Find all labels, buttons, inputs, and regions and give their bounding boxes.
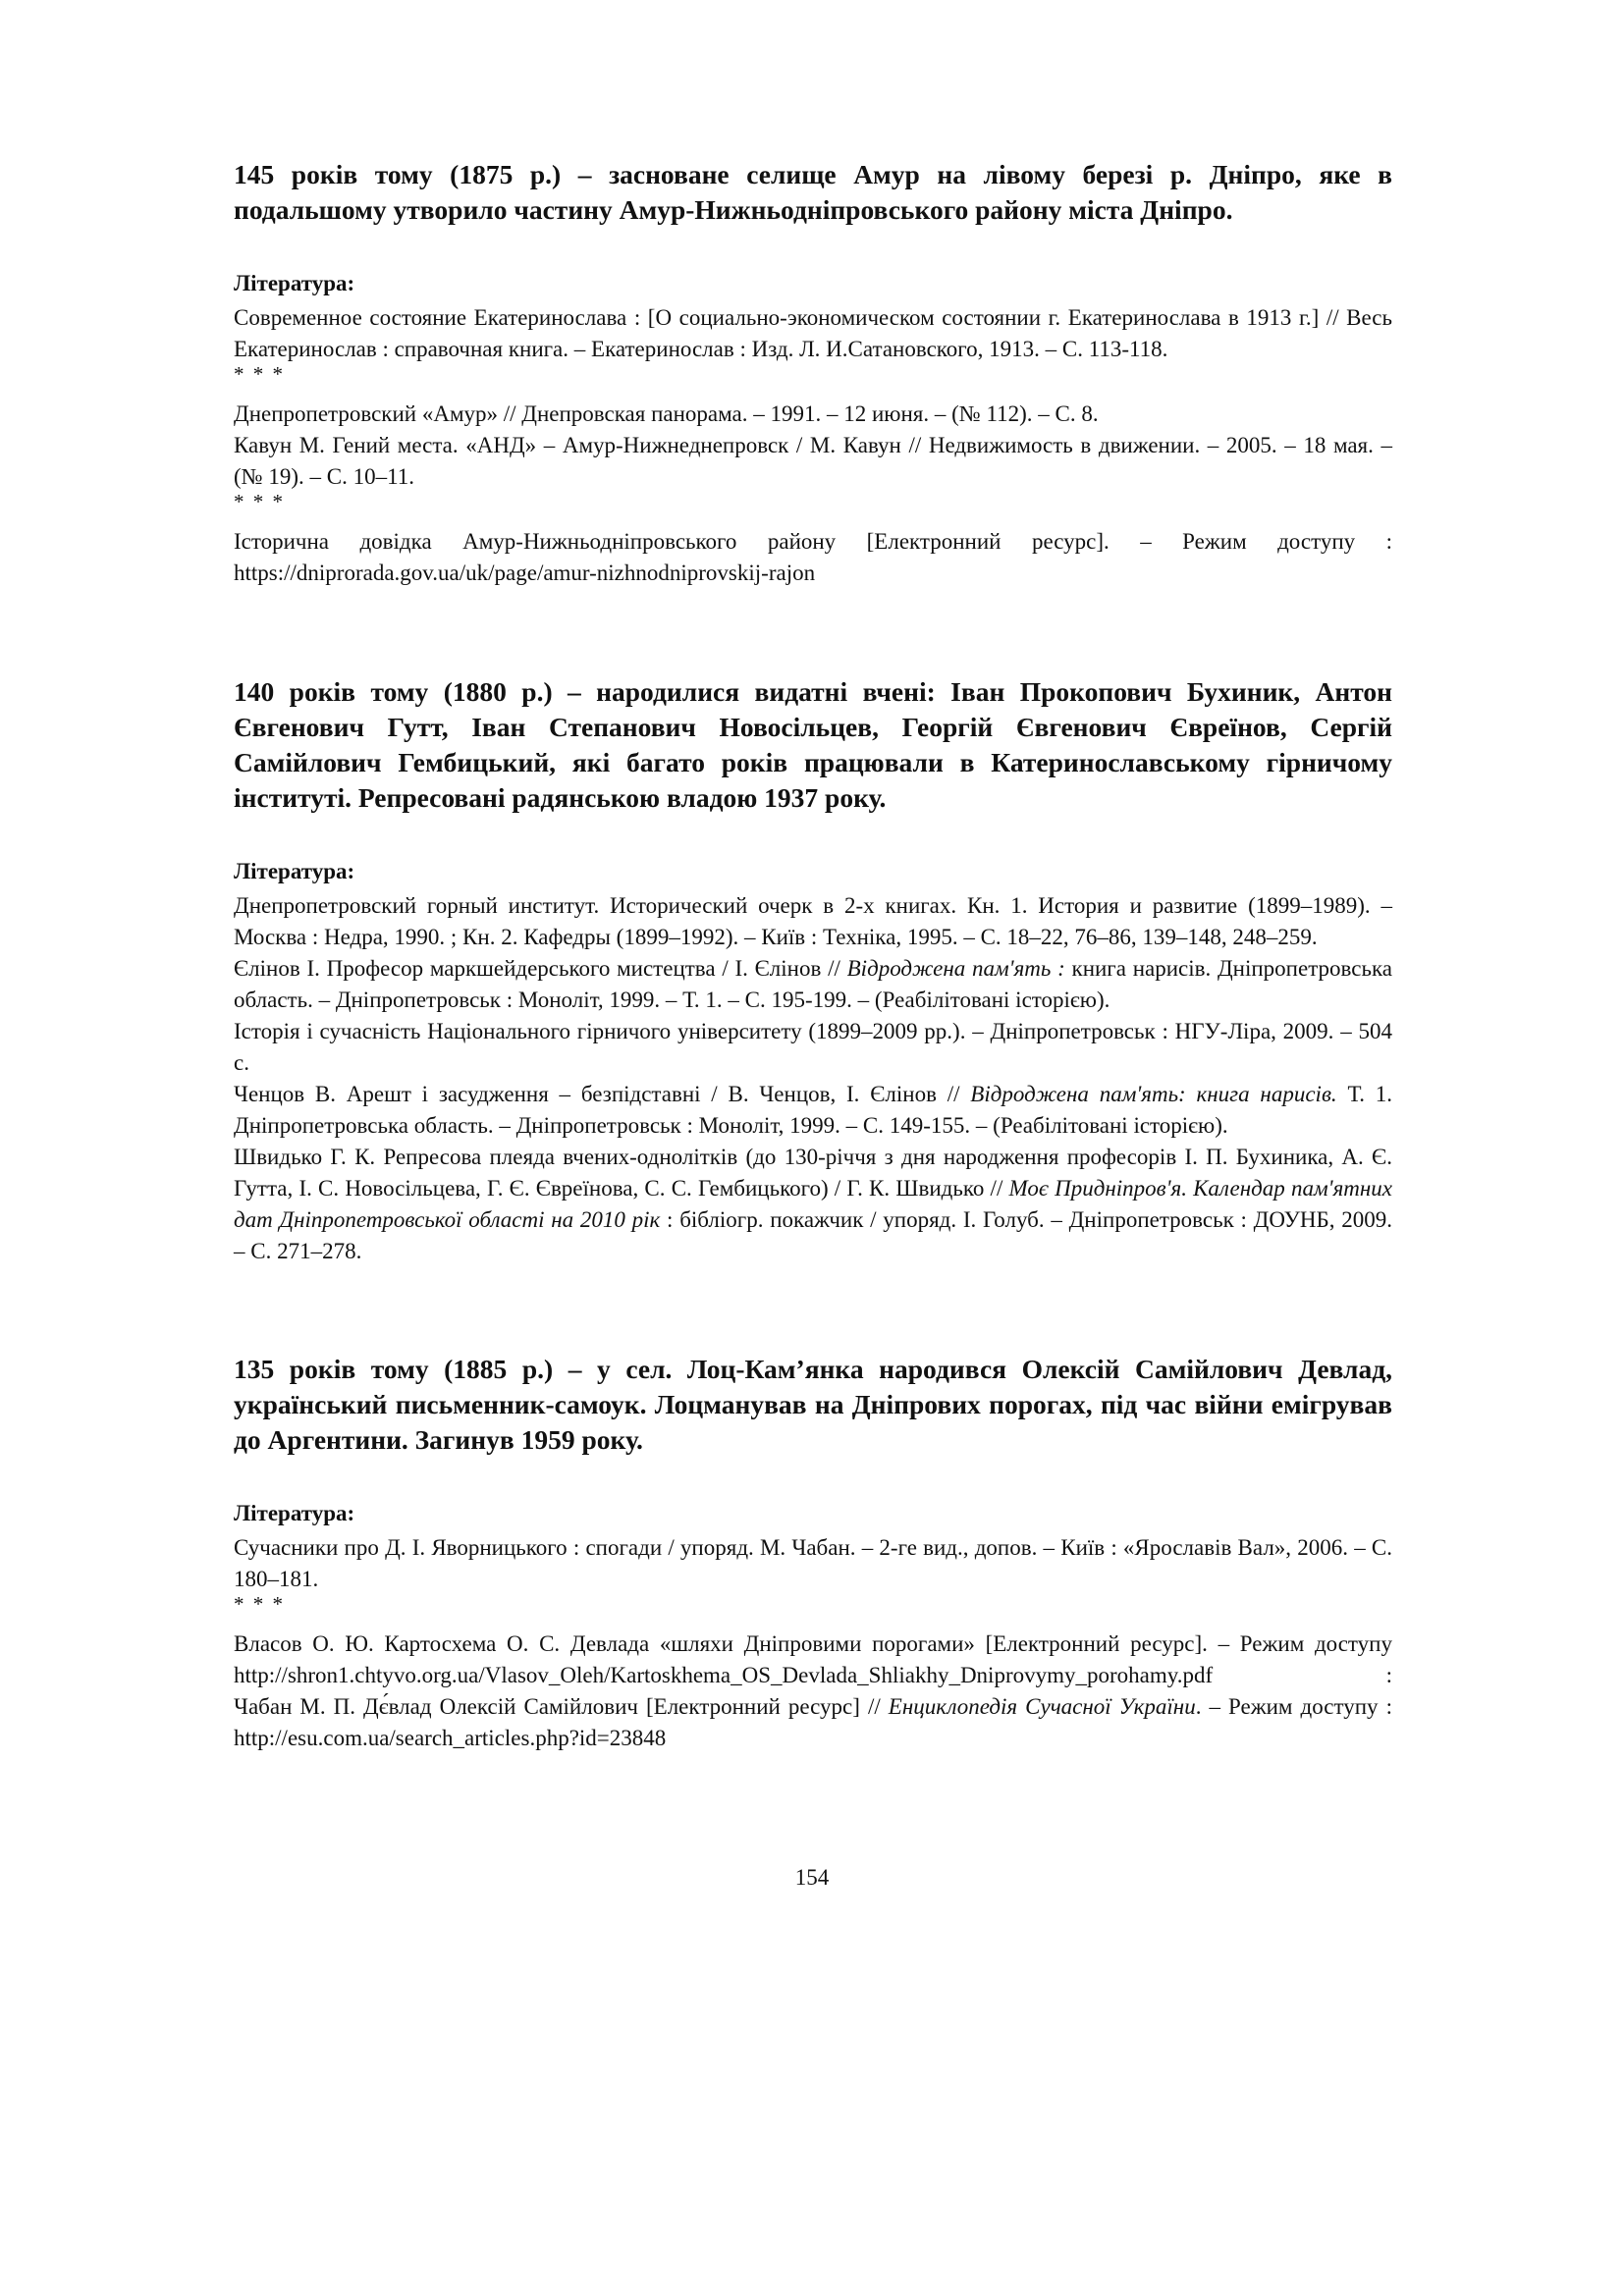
bibliography-entry: Кавун М. Гений места. «АНД» – Амур-Нижнеднепровск / М. Кавун // Недвижимость в движении. – 2005. – 18 мая. – (№ 19). – С. 10–11. (234, 433, 1392, 489)
entry-text: Ченцов В. Арешт і засудження – безпідставні / В. Ченцов, І. Єлінов // (234, 1082, 971, 1106)
bibliography-entry (234, 1142, 1392, 1267)
entry-text: Т. 1. Дніпропетровська область. – Дніпропетровськ : Моноліт, 1999. – С. 149-155. – (Реабілітовані історією). (234, 1082, 1393, 1138)
section-heading: 140 років тому (1880 р.) – народилися видатні вчені: Іван Прокопович Бухиник, Антон Євгенович Гутт, Іван Степанович Новосільцев, Георгій Євгенович Євреїнов, Сергій Самійлович Гембицький, які багато років працювали в Катеринославському гірничому інституті. Репресовані радянською владою 1937 року. (234, 676, 1392, 813)
literature-label: Література: (234, 859, 355, 883)
entry-italic-title: Відроджена пам'ять: книга нарисів. (970, 1082, 1337, 1106)
separator-stars: * * * (234, 362, 285, 386)
entry-italic-title: Енциклопедія Сучасної України (888, 1694, 1196, 1719)
entry-text: книга нарисів. Дніпропетровська область. – Дніпропетровськ : Моноліт, 1999. – Т. 1. – С. 195-199. – (Реабілітовані історією). (234, 956, 1392, 1012)
bibliography-entry: Історія і сучасність Національного гірничого університету (1899–2009 рр.). – Дніпропетровськ : НГУ-Ліра, 2009. – 504 с. (234, 1019, 1392, 1075)
bibliography-url[interactable]: https://dniprorada.gov.ua/uk/page/amur-nizhnodniprovskij-rajon (234, 561, 816, 585)
entry-text: Чабан М. П. Дє́влад Олексій Самійлович [Електронний ресурс] // (234, 1694, 889, 1719)
entry-text: Швидько Г. К. Репресова плеяда вчених-однолітків (до 130-річчя з дня народження професорів І. П. Бухиника, А. Є. Гутта, І. С. Новосільцева, Г. Є. Євреїнова, С. С. Гембицького) / Г. К. Швидько // (234, 1145, 1392, 1201)
bibliography-entry: Днепропетровский «Амур» // Днепровская панорама. – 1991. – 12 июня. – (№ 112). – С. 8. (234, 401, 1099, 426)
separator-stars: * * * (234, 1592, 285, 1616)
bibliography-url[interactable]: http://shron1.chtyvo.org.ua/Vlasov_Oleh/Kartoskhema_OS_Devlada_Shliakhy_Dniprovymy_porohamy.pdf (234, 1663, 1214, 1687)
entry-text: : бібліогр. покажчик / упоряд. І. Голуб. – Дніпропетровськ : ДОУНБ, 2009. – С. 271–278. (234, 1207, 1392, 1263)
section-devlad (234, 1352, 1392, 1754)
entry-italic-title: Відроджена пам'ять : (846, 956, 1065, 981)
bibliography-entry: Історична довідка Амур-Нижньодніпровського району [Електронний ресурс]. – Режим доступу : (234, 529, 1392, 554)
bibliography-entry (234, 953, 1392, 1016)
bibliography-colon: : (1385, 1663, 1392, 1687)
page-number: 154 (794, 1865, 830, 1890)
literature-label: Література: (234, 1501, 355, 1525)
entry-italic-title: Моє Придніпров'я. Календар пам'ятних дат Дніпропетровської області на 2010 рік (234, 1176, 1392, 1232)
bibliography-entry (234, 1691, 1392, 1754)
entry-text: . – Режим доступу : http://esu.com.ua/search_articles.php?id=23848 (234, 1694, 1392, 1750)
bibliography-entry: Днепропетровский горный институт. Исторический очерк в 2-х книгах. Кн. 1. История и развитие (1899–1989). – Москва : Недра, 1990. ; Кн. 2. Кафедры (1899–1992). – Київ : Техніка, 1995. – С. 18–22, 76–86, 139–148, 248–259. (234, 893, 1392, 949)
bibliography-entry (234, 1079, 1392, 1142)
bibliography-entry: Современное состояние Екатеринослава : [О социально-экономическом состоянии г. Екатеринослава в 1913 г.] // Весь Екатеринослав : справочная книга. – Екатеринослав : Изд. Л. И.Сатановского, 1913. – С. 113-118. (234, 305, 1392, 361)
bibliography-entry: Власов О. Ю. Картосхема О. С. Девлада «шляхи Дніпровими порогами» [Електронний ресурс]. – Режим доступу (234, 1631, 1392, 1656)
entry-text: Єлінов І. Професор маркшейдерського мистецтва / І. Єлінов // (234, 956, 847, 981)
literature-label: Література: (234, 271, 355, 295)
separator-stars: * * * (234, 490, 285, 513)
section-heading: 135 років тому (1885 р.) – у сел. Лоц-Кам’янка народився Олексій Самійлович Девлад, український письменник-самоук. Лоцманував на Дніпрових порогах, під час війни емігрував до Аргентини. Загинув 1959 року. (234, 1354, 1392, 1455)
bibliography-entry: Сучасники про Д. І. Яворницького : спогади / упоряд. М. Чабан. – 2-ге вид., допов. – Київ : «Ярославів Вал», 2006. – С. 180–181. (234, 1535, 1392, 1591)
section-scientists (234, 674, 1392, 1267)
section-heading: 145 років тому (1875 р.) – засноване селище Амур на лівому березі р. Дніпро, яке в подальшому утворило частину Амур-Нижньодніпровського району міста Дніпро. (234, 159, 1392, 225)
section-amur (234, 157, 1392, 589)
